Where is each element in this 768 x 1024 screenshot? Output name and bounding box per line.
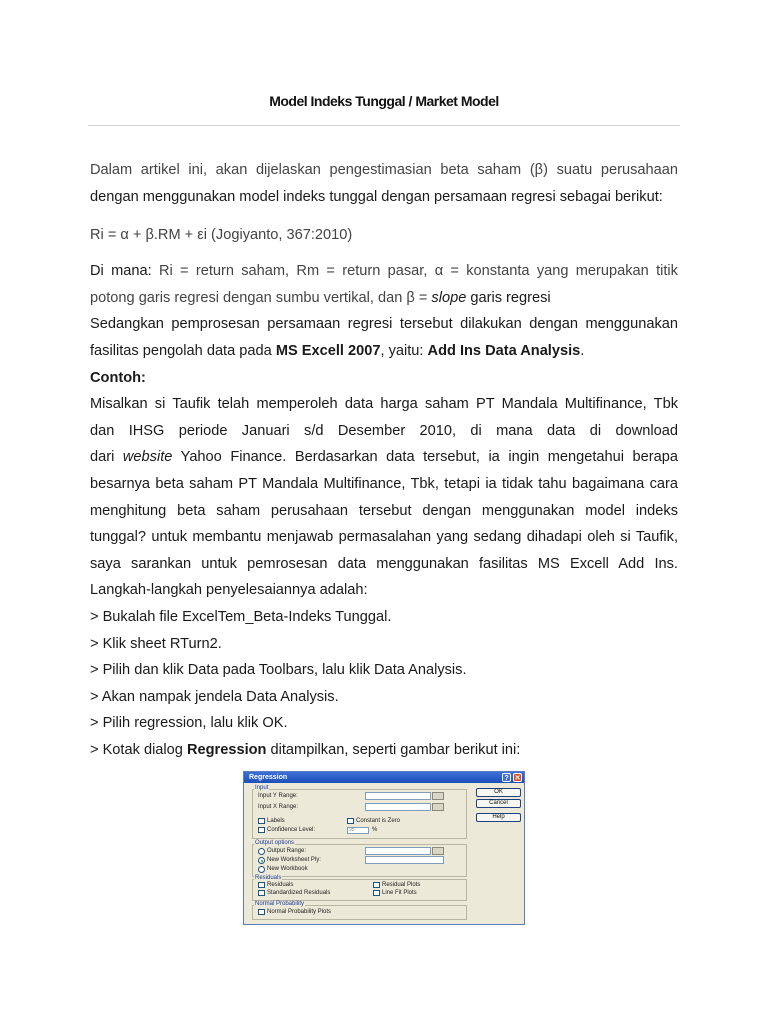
text-span: , yaitu:	[380, 342, 428, 359]
contoh-heading	[90, 365, 678, 392]
paragraph-line: Langkah-langkah penyelesaiannya adalah:	[90, 582, 368, 599]
close-icon[interactable]: ✕	[514, 775, 521, 782]
paragraph-line: Dalam artikel ini, akan dijelaskan pengestimasian beta saham (β) suatu perusahaan	[90, 162, 678, 178]
article-body	[90, 157, 678, 763]
italic-term: website	[122, 449, 173, 466]
percent-label: %	[372, 827, 378, 833]
residuals-group-label: Residuals	[255, 875, 282, 881]
ok-button[interactable]: OK	[476, 788, 521, 797]
cancel-button[interactable]: Cancel	[476, 799, 521, 808]
output-range-field[interactable]	[365, 847, 431, 855]
normal-plots-checkbox[interactable]	[258, 909, 265, 915]
constant-zero-checkbox[interactable]	[347, 818, 354, 824]
page-title: Model Indeks Tunggal / Market Model	[269, 93, 499, 109]
collapse-dialog-icon[interactable]	[432, 792, 444, 800]
new-workbook-radio[interactable]	[258, 866, 265, 873]
new-sheet-label: New Worksheet Ply:	[267, 857, 321, 863]
italic-term: slope	[431, 289, 467, 306]
residuals-label: Residuals	[267, 882, 294, 888]
bold-term: MS Excell 2007	[275, 342, 381, 359]
paragraph-line	[90, 285, 678, 312]
step-item: > Akan nampak jendela Data Analysis.	[90, 688, 339, 705]
labels-checkbox[interactable]	[258, 818, 265, 824]
line-fit-checkbox[interactable]	[373, 890, 380, 896]
new-workbook-label: New Workbook	[267, 866, 308, 872]
formula-line: Ri = α + β.RM + εi (Jogiyanto, 367:2010)	[90, 227, 353, 244]
input-x-label: Input X Range:	[258, 804, 299, 810]
step-item: > Bukalah file ExcelTem_Beta-Indeks Tunggal.	[90, 608, 392, 625]
std-residuals-checkbox[interactable]	[258, 890, 265, 896]
confidence-value-field[interactable]: 95	[347, 827, 369, 834]
confidence-checkbox[interactable]	[258, 827, 265, 833]
collapse-dialog-icon[interactable]	[432, 847, 444, 855]
paragraph-line	[90, 258, 678, 285]
step-item	[90, 737, 678, 764]
new-sheet-field[interactable]	[365, 856, 444, 864]
residual-plots-checkbox[interactable]	[373, 882, 380, 888]
input-x-field[interactable]	[365, 803, 431, 811]
input-y-label: Input Y Range:	[258, 793, 298, 799]
constant-zero-label: Constant is Zero	[356, 818, 401, 824]
step-item: > Pilih regression, lalu klik OK.	[90, 715, 288, 732]
regression-dialog	[243, 771, 525, 925]
text-span: garis regresi	[466, 289, 551, 306]
output-group-label: Output options	[255, 840, 295, 846]
paragraph-line: menghitung beta saham perusahaan tersebut dengan menggunakan model indeks	[90, 502, 678, 519]
residuals-checkbox[interactable]	[258, 882, 265, 888]
text-span: .	[580, 342, 585, 359]
definition-lead: Di mana:	[90, 263, 152, 280]
text-span: ditampilkan, seperti gambar berikut ini:	[266, 741, 521, 758]
std-residuals-label: Standardized Residuals	[267, 890, 331, 896]
paragraph-line: Sedangkan pemprosesan persamaan regresi tersebut dilakukan dengan menggunakan	[90, 316, 678, 333]
output-range-label: Output Range:	[267, 848, 307, 854]
paragraph-line: saya sarankan untuk pemrosesan data menggunakan fasilitas MS Excell Add Ins.	[90, 555, 678, 572]
collapse-dialog-icon[interactable]	[432, 803, 444, 811]
paragraph-line: Misalkan si Taufik telah memperoleh data harga saham PT Mandala Multifinance, Tbk	[90, 396, 678, 413]
dialog-title: Regression	[249, 774, 288, 781]
step-item: > Pilih dan klik Data pada Toolbars, lalu klik Data Analysis.	[90, 662, 467, 679]
normal-group-label: Normal Probability	[255, 901, 305, 907]
paragraph-line	[90, 338, 678, 365]
paragraph-line: tunggal? untuk membantu menjawab permasalahan yang sedang dihadapi oleh si Taufik,	[90, 529, 678, 546]
help-button[interactable]: Help	[476, 813, 521, 822]
text-span: Yahoo Finance. Berdasarkan data tersebut, ia ingin mengetahui berapa	[172, 449, 678, 466]
bold-term: Regression	[186, 741, 267, 758]
text-span: fasilitas pengolah data pada	[90, 342, 276, 359]
paragraph-line: dan IHSG periode Januari s/d Desember 2010, di mana data di download	[90, 422, 678, 439]
definition-text: Ri = return saham, Rm = return pasar, α = konstanta yang merupakan titik	[151, 263, 678, 280]
paragraph-line	[90, 444, 678, 471]
confidence-label: Confidence Level:	[267, 827, 316, 833]
step-item: > Klik sheet RTurn2.	[90, 635, 222, 652]
text-span: > Kotak dialog	[90, 741, 187, 758]
title-divider	[88, 125, 680, 126]
line-fit-label: Line Fit Plots	[382, 890, 417, 896]
bold-term: Contoh:	[90, 369, 146, 386]
residual-plots-label: Residual Plots	[382, 882, 421, 888]
input-y-field[interactable]	[365, 792, 431, 800]
new-sheet-radio[interactable]	[258, 857, 265, 864]
output-range-radio[interactable]	[258, 848, 265, 855]
labels-label: Labels	[267, 818, 285, 824]
text-span: dari	[90, 449, 123, 466]
help-icon[interactable]: ?	[502, 773, 511, 782]
normal-plots-label: Normal Probability Plots	[267, 909, 332, 915]
dialog-titlebar	[244, 772, 524, 783]
paragraph-line: dengan menggunakan model indeks tunggal dengan persamaan regresi sebagai berikut:	[90, 188, 663, 205]
bold-term: Add Ins Data Analysis	[427, 342, 581, 359]
input-group-label: Input	[255, 785, 269, 791]
paragraph-line: besarnya beta saham PT Mandala Multifinance, Tbk, tetapi ia tidak tahu bagaimana cara	[90, 475, 678, 492]
text-span: potong garis regresi dengan sumbu vertikal, dan β =	[90, 289, 432, 306]
